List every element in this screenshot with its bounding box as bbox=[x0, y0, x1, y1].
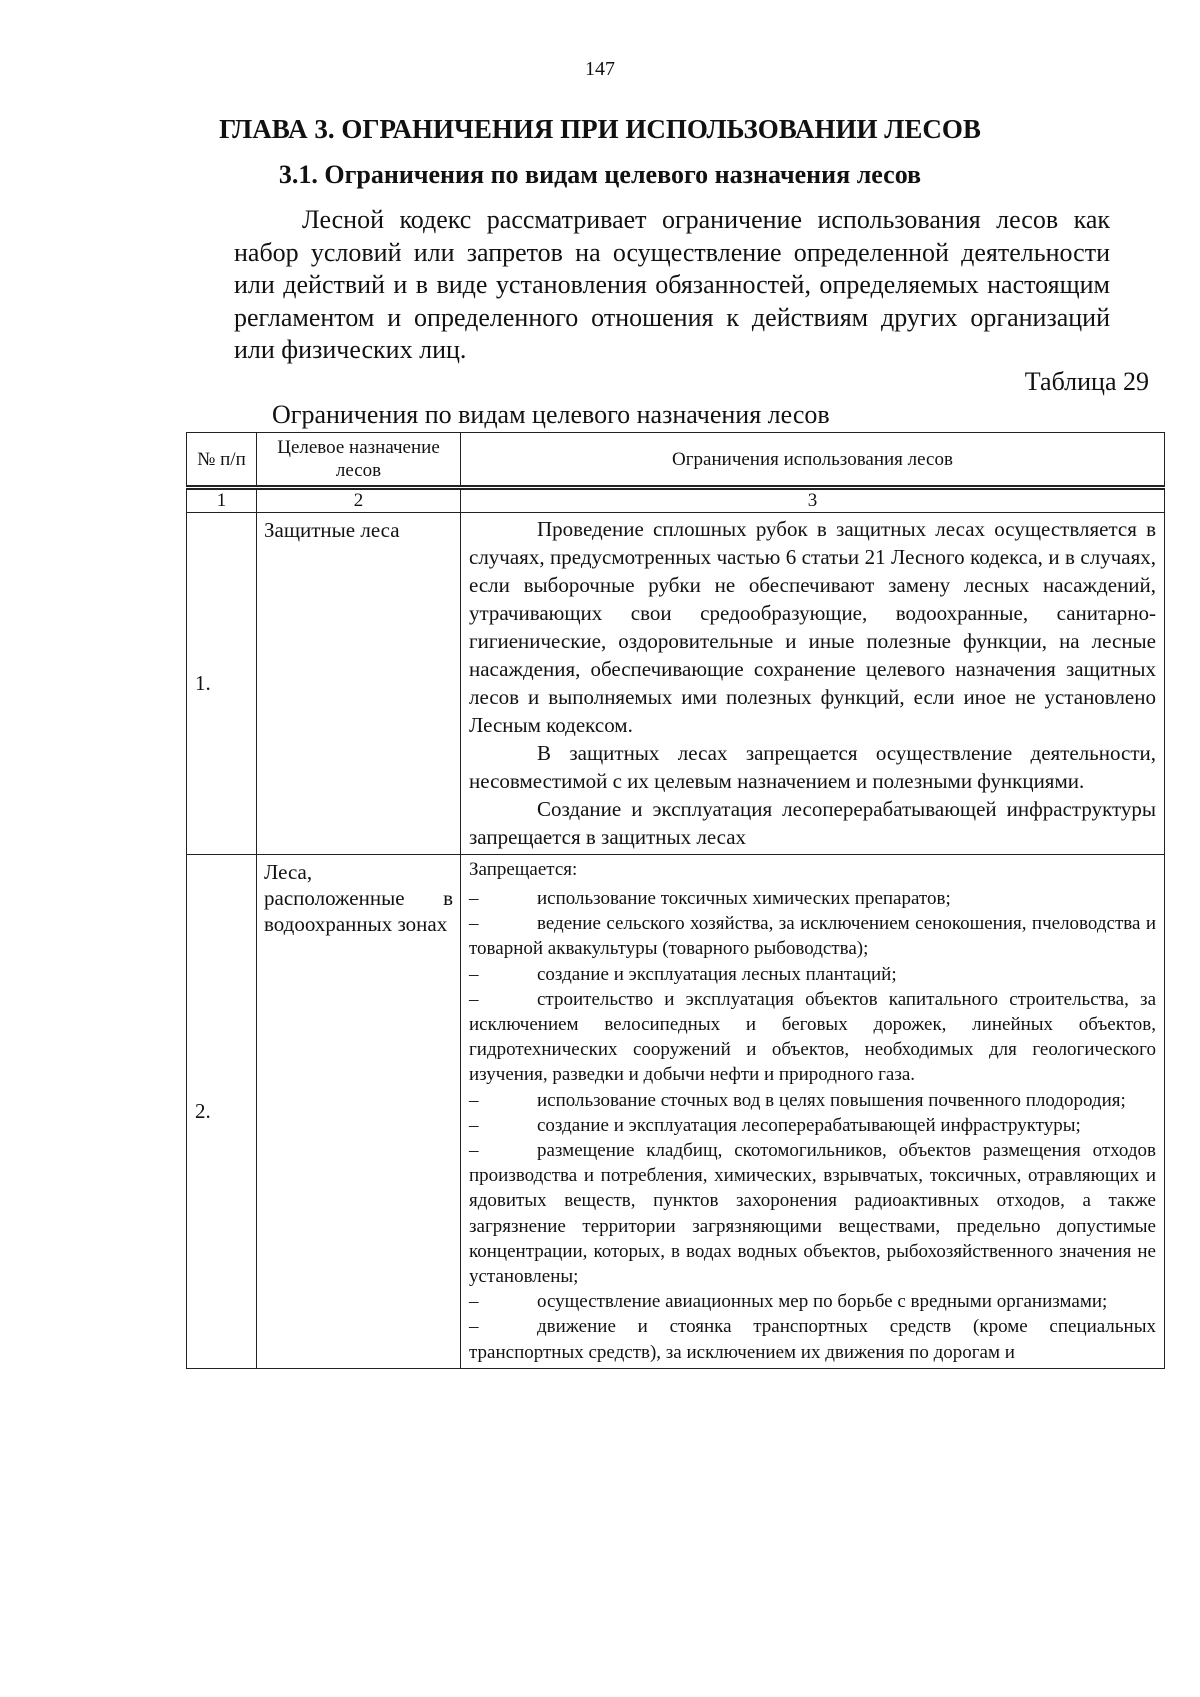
row-number: 2. bbox=[187, 855, 257, 1369]
row-purpose: Леса, расположенные в водоохранных зонах bbox=[257, 855, 461, 1369]
row-number: 1. bbox=[187, 513, 257, 855]
limits-paragraph: Создание и эксплуатация лесоперерабатывающей инфраструктуры запрещается в защитных лесах bbox=[469, 797, 1156, 849]
list-item bbox=[469, 987, 1156, 1088]
section-title: 3.1. Ограничения по видам целевого назначения лесов bbox=[278, 160, 922, 189]
list-item bbox=[469, 1113, 1156, 1138]
dash-marker: – bbox=[469, 888, 479, 909]
table-row bbox=[187, 513, 1165, 855]
intro-paragraph: Лесной кодекс рассматривает ограничение использования лесов как набор условий или запретов на осуществление определенной деятельности или действий и в виде установления обязанностей, определяемых настоящим регламентом и определенного отношения к действиям других организаций или физических лиц. bbox=[234, 205, 1110, 364]
limits-paragraph: Проведение сплошных рубок в защитных лесах осуществляется в случаях, предусмотренных частью 6 статьи 21 Лесного кодекса, и в случаях, если выборочные рубки не обеспечивают замену лесных насаждений, утрачивающих свои средообразующие, водоохранные, санитарно-гигиенические, оздоровительные и иные полезные функции, на лесные насаждения, обеспечивающие сохранение целевого назначения защитных лесов и выполняемых ими полезных функций, если иное не установлено Лесным кодексом. bbox=[469, 517, 1156, 737]
row-purpose: Защитные леса bbox=[257, 513, 461, 855]
header-num: № п/п bbox=[187, 433, 257, 488]
column-index: 3 bbox=[461, 488, 1165, 513]
header-purpose: Целевое назначение лесов bbox=[257, 433, 461, 488]
row-limits bbox=[461, 855, 1165, 1369]
list-item bbox=[469, 911, 1156, 961]
dash-marker: – bbox=[469, 1140, 479, 1162]
list-item-text: создание и эксплуатация лесных плантаций; bbox=[537, 963, 897, 985]
list-item bbox=[469, 886, 1156, 911]
restrictions-table bbox=[186, 432, 1165, 1369]
header-limits: Ограничения использования лесов bbox=[461, 433, 1165, 488]
table-caption: Ограничения по видам целевого назначения лесов bbox=[272, 400, 830, 429]
limits-lead: Запрещается: bbox=[469, 859, 578, 880]
dash-marker: – bbox=[469, 1089, 479, 1111]
table-number: Таблица 29 bbox=[1024, 367, 1149, 396]
dash-marker: – bbox=[469, 963, 479, 985]
chapter-title: ГЛАВА 3. ОГРАНИЧЕНИЯ ПРИ ИСПОЛЬЗОВАНИИ ЛЕСОВ bbox=[219, 114, 981, 144]
list-item bbox=[469, 1314, 1156, 1364]
list-item-text: осуществление авиационных мер по борьбе с вредными организмами; bbox=[537, 1291, 1108, 1313]
list-item-text: размещение кладбищ, скотомогильников, объектов размещения отходов производства и потребления, химических, взрывчатых, токсичных, отравляющих и ядовитых веществ, пунктов захоронения радиоактивных отходов, а также загрязнение территории загрязняющими веществами, предельно допустимые концентрации, которых, в водах водных объектов, рыбохозяйственного значения не установлены; bbox=[469, 1140, 1156, 1288]
list-item-text: ведение сельского хозяйства, за исключением сенокошения, пчеловодства и товарной аквакультуры (товарного рыбоводства); bbox=[469, 913, 1156, 960]
list-item bbox=[469, 1138, 1156, 1289]
list-item bbox=[469, 1088, 1156, 1113]
table-header-row bbox=[187, 433, 1165, 488]
list-item-text: использование токсичных химических препаратов; bbox=[537, 888, 951, 909]
list-item-text: создание и эксплуатация лесоперерабатывающей инфраструктуры; bbox=[537, 1114, 1081, 1136]
list-item-text: движение и стоянка транспортных средств (кроме специальных транспортных средств), за исключением их движения по дорогам и bbox=[469, 1316, 1156, 1363]
list-item-text: использование сточных вод в целях повышения почвенного плодородия; bbox=[537, 1089, 1126, 1111]
dash-marker: – bbox=[469, 1316, 479, 1338]
limits-paragraph: В защитных лесах запрещается осуществление деятельности, несовместимой с их целевым назначением и полезными функциями. bbox=[469, 741, 1156, 793]
dash-marker: – bbox=[469, 913, 479, 935]
table-row bbox=[187, 855, 1165, 1369]
list-item-text: строительство и эксплуатация объектов капитального строительства, за исключением велосипедных и беговых дорожек, линейных объектов, гидротехнических сооружений и объектов, необходимых для геологического изучения, разведки и добычи нефти и природного газа. bbox=[469, 988, 1156, 1086]
page-number: 147 bbox=[585, 58, 615, 80]
column-index: 2 bbox=[257, 488, 461, 513]
dash-marker: – bbox=[469, 1114, 479, 1136]
list-item bbox=[469, 962, 1156, 987]
row-limits bbox=[461, 513, 1165, 855]
column-index: 1 bbox=[187, 488, 257, 513]
column-index-row bbox=[187, 488, 1165, 513]
dash-marker: – bbox=[469, 988, 479, 1010]
dash-marker: – bbox=[469, 1291, 479, 1313]
list-item bbox=[469, 1289, 1156, 1314]
